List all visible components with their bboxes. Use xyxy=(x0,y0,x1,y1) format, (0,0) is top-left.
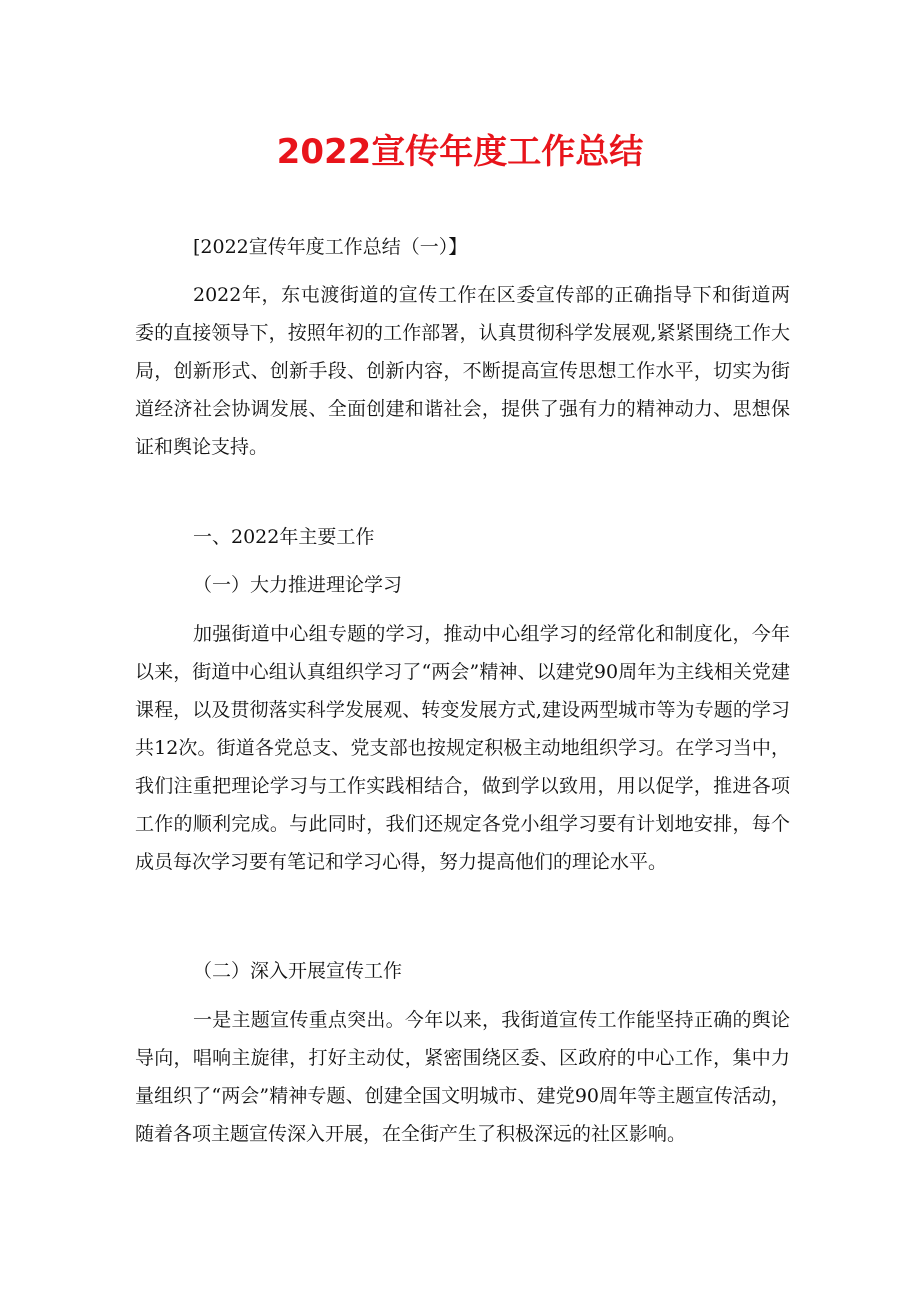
heading-main-work: 一、2022年主要工作 xyxy=(193,526,375,548)
heading-theory-study: （一）大力推进理论学习 xyxy=(193,574,403,596)
document-title: 2022宣传年度工作总结 xyxy=(276,132,644,172)
paragraph-theory-study: 加强街道中心组专题的学习，推动中心组学习的经常化和制度化，今年以来，街道中心组认真组织学习了“两会”精神、以建党90周年为主线相关党建课程，以及贯彻落实科学发展观、转变发展方式,建设两型城市等为专题的学习共12次。街道各党总支、党支部也按规定积极主动地组织学习。在学习当中，我们注重把理论学习与工作实践相结合，做到学以致用，用以促学，推进各项工作的顺利完成。与此同时，我们还规定各党小组学习要有计划地安排，每个成员每次学习要有笔记和学习心得，努力提高他们的理论水平。 xyxy=(135,623,790,873)
paragraph-intro: 2022年，东屯渡街道的宣传工作在区委宣传部的正确指导下和街道两委的直接领导下，按照年初的工作部署，认真贯彻科学发展观,紧紧围绕工作大局，创新形式、创新手段、创新内容，不断提高宣传思想工作水平，切实为街道经济社会协调发展、全面创建和谐社会，提供了强有力的精神动力、思想保证和舆论支持。 xyxy=(135,284,790,458)
section-subtitle: [2022宣传年度工作总结（一）】 xyxy=(193,236,468,258)
heading-publicity-work: （二）深入开展宣传工作 xyxy=(193,960,403,982)
paragraph-publicity-work: 一是主题宣传重点突出。今年以来，我街道宣传工作能坚持正确的舆论导向，唱响主旋律，打好主动仗，紧密围绕区委、区政府的中心工作，集中力量组织了“两会”精神专题、创建全国文明城市、建党90周年等主题宣传活动，随着各项主题宣传深入开展，在全街产生了积极深远的社区影响。 xyxy=(135,1009,790,1145)
